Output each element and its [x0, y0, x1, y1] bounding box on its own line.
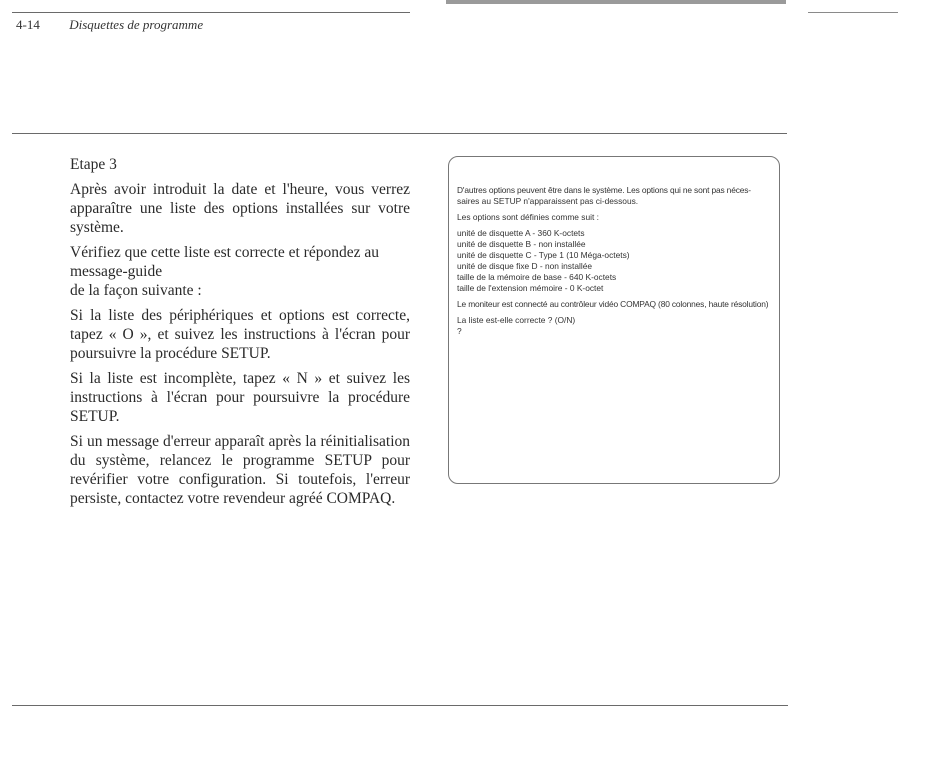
screen-option-line: unité de disquette C - Type 1 (10 Méga-octets) [457, 250, 630, 260]
screen-intro-line-2: saires au SETUP n'apparaissent pas ci-dessous. [457, 196, 639, 206]
page-header [16, 17, 203, 33]
paragraph-verify: Vérifiez que cette liste est correcte et répondez au message-guide [70, 244, 379, 280]
screen-prompt: ? [457, 326, 462, 336]
body-text [70, 155, 410, 514]
paragraph-intro: Après avoir introduit la date et l'heure, vous verrez apparaître une liste des options installées sur votre système. [70, 181, 410, 236]
page-number: 4-14 [16, 17, 40, 32]
top-center-bar [446, 0, 786, 4]
paragraph-error: Si un message d'erreur apparaît après la réinitialisation du système, relancez le programme SETUP pour revérifier votre configuration. Si toutefois, l'erreur persiste, contactez votre revendeur agréé COMPAQ. [70, 433, 410, 507]
screen-option-line: unité de disquette B - non installée [457, 239, 586, 249]
section-divider [12, 133, 787, 134]
top-right-rule [808, 12, 898, 13]
screen-option-line: taille de la mémoire de base - 640 K-octets [457, 272, 617, 282]
screen-defined-line: Les options sont définies comme suit : [457, 212, 599, 222]
screen-option-line: unité de disque fixe D - non installée [457, 261, 593, 271]
section-title: Disquettes de programme [69, 17, 204, 32]
screen-option-line: taille de l'extension mémoire - 0 K-octet [457, 283, 604, 293]
screen-question-line: La liste est-elle correcte ? (O/N) [457, 315, 576, 325]
screen-monitor-line: Le moniteur est connecté au contrôleur vidéo COMPAQ (80 colonnes, haute résolution) [457, 299, 769, 309]
top-left-rule [12, 12, 410, 13]
screen-display [448, 156, 780, 484]
step-title: Etape 3 [70, 156, 117, 173]
bottom-rule [12, 705, 788, 706]
screen-intro-line-1: D'autres options peuvent être dans le système. Les options qui ne sont pas néces- [457, 185, 751, 195]
paragraph-correct: Si la liste des périphériques et options est correcte, tapez « O », et suivez les instructions à l'écran pour poursuivre la procédure SETUP. [70, 307, 410, 362]
screen-option-line: unité de disquette A - 360 K-octets [457, 228, 585, 238]
paragraph-verify-continued: de la façon suivante : [70, 282, 202, 299]
paragraph-incomplete: Si la liste est incomplète, tapez « N » et suivez les instructions à l'écran pour poursuivre la procédure SETUP. [70, 370, 410, 425]
